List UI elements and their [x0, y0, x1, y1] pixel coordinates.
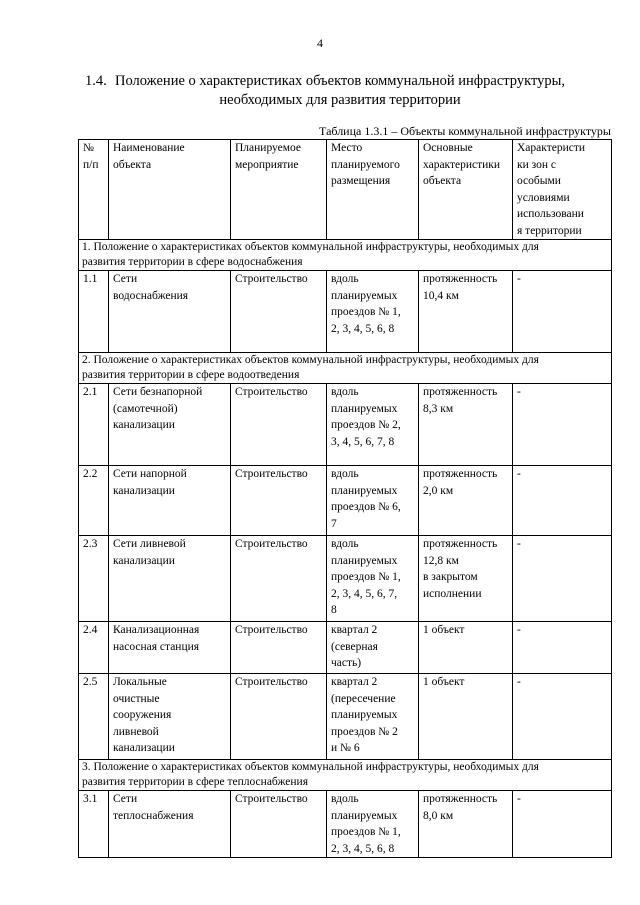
header-line: особыми — [517, 175, 561, 187]
cell-zones-line: - — [517, 273, 521, 285]
section-heading-line: необходимых для развития территории — [219, 92, 461, 108]
header-line: объекта — [423, 175, 462, 187]
table-row — [79, 791, 612, 858]
cell-name-line: Сети напорной — [113, 468, 187, 480]
header-line: объекта — [113, 158, 152, 171]
section-title-line: 3. Положение о характеристиках объектов коммунальной инфраструктуры, необходимых для — [82, 761, 539, 773]
section-title-line: 1. Положение о характеристиках объектов коммунальной инфраструктуры, необходимых для — [82, 241, 539, 253]
cell-name-line: канализации — [113, 554, 175, 567]
cell-specs — [419, 791, 513, 858]
cell-location-line: вдоль — [331, 468, 359, 480]
cell-activity-line: Строительство — [235, 676, 308, 688]
cell-specs-line: 12,8 км — [423, 554, 459, 567]
cell-name — [109, 384, 231, 466]
cell-num — [79, 271, 109, 353]
cell-activity-line: Строительство — [235, 386, 308, 398]
cell-name — [109, 536, 231, 622]
cell-activity-line: Строительство — [235, 468, 308, 480]
section-row — [79, 760, 612, 791]
cell-activity-line: Строительство — [235, 624, 308, 636]
cell-activity — [231, 466, 327, 536]
cell-name-line: канализации — [113, 742, 175, 754]
cell-specs-line: в закрытом — [423, 571, 478, 583]
header-line: планируемого — [331, 158, 400, 171]
cell-num — [79, 466, 109, 536]
cell-specs-line: 8,3 км — [423, 402, 454, 415]
cell-location-line: 3, 4, 5, 6, 7, 8 — [331, 435, 395, 448]
header-line: № — [83, 142, 94, 154]
cell-location — [327, 271, 419, 353]
header-line: Наименование — [113, 142, 185, 154]
cell-zones-line: - — [517, 386, 521, 398]
cell-location-line: планируемых — [331, 554, 398, 567]
cell-location — [327, 622, 419, 674]
cell-activity — [231, 674, 327, 760]
cell-name-line: канализации — [113, 484, 175, 497]
table-row — [79, 536, 612, 622]
cell-num — [79, 384, 109, 466]
cell-zones — [513, 674, 612, 760]
cell-num — [79, 674, 109, 760]
cell-location-line: вдоль — [331, 793, 359, 805]
table-row — [79, 674, 612, 760]
cell-zones — [513, 384, 612, 466]
cell-num-line: 1.1 — [83, 273, 98, 285]
cell-specs-line: 2,0 км — [423, 484, 454, 497]
cell-specs-line: исполнении — [423, 587, 482, 600]
cell-activity — [231, 384, 327, 466]
cell-location-line: проездов № 1, — [331, 571, 401, 583]
cell-location-line: планируемых — [331, 289, 398, 302]
cell-location-line: квартал 2 — [331, 624, 378, 636]
cell-location-line: вдоль — [331, 538, 359, 550]
cell-name-line: теплоснабжения — [113, 809, 194, 822]
cell-specs — [419, 674, 513, 760]
cell-num-line: 3.1 — [83, 793, 98, 805]
cell-location-line: вдоль — [331, 273, 359, 285]
cell-location-line: 7 — [331, 517, 337, 530]
cell-name — [109, 674, 231, 760]
section-title-line: развития территории в сфере теплоснабжения — [82, 776, 308, 788]
header-line: Характеристи — [517, 142, 586, 154]
section-title-line: развития территории в сфере водоотведения — [82, 369, 300, 381]
cell-name-line: Сети ливневой — [113, 538, 186, 550]
cell-zones-line: - — [517, 624, 521, 636]
cell-name — [109, 466, 231, 536]
cell-name-line: насосная станция — [113, 640, 200, 653]
section-heading-number: 1.4. — [85, 73, 107, 89]
table-caption: Таблица 1.3.1 – Объекты коммунальной инфраструктуры — [319, 124, 611, 138]
section-title — [79, 240, 612, 271]
cell-location-line: проездов № 2, — [331, 419, 401, 431]
header-line: характеристики — [423, 158, 501, 171]
cell-location-line: квартал 2 — [331, 676, 378, 688]
cell-location-line: проездов № 6, — [331, 501, 401, 513]
section-title — [79, 760, 612, 791]
cell-activity — [231, 536, 327, 622]
cell-location — [327, 674, 419, 760]
cell-num-line: 2.5 — [83, 676, 98, 688]
cell-specs-line: 1 объект — [423, 624, 465, 636]
header-zones — [513, 140, 612, 240]
header-line: мероприятие — [235, 158, 299, 171]
cell-name-line: Сети — [113, 273, 138, 285]
cell-specs-line: 1 объект — [423, 676, 465, 688]
cell-zones-line: - — [517, 793, 521, 805]
header-activity — [231, 140, 327, 240]
cell-name-line: ливневой — [113, 725, 159, 738]
cell-name-line: канализации — [113, 419, 175, 431]
cell-location-line: часть) — [331, 657, 362, 669]
cell-activity — [231, 622, 327, 674]
header-line: Основные — [423, 142, 473, 154]
cell-num — [79, 791, 109, 858]
cell-num-line: 2.4 — [83, 624, 98, 636]
cell-location-line: вдоль — [331, 386, 359, 398]
cell-num-line: 2.3 — [83, 538, 98, 550]
cell-activity-line: Строительство — [235, 793, 308, 805]
cell-specs-line: 8,0 км — [423, 809, 454, 822]
cell-name — [109, 791, 231, 858]
header-location — [327, 140, 419, 240]
cell-name-line: сооружения — [113, 709, 172, 721]
cell-activity-line: Строительство — [235, 538, 308, 550]
cell-name-line: (самотечной) — [113, 402, 178, 415]
cell-activity — [231, 271, 327, 353]
header-line: использовани — [517, 208, 584, 220]
cell-location-line: планируемых — [331, 709, 398, 721]
cell-location-line: (северная — [331, 640, 378, 653]
header-line: я территории — [517, 224, 582, 237]
header-line: п/п — [83, 158, 99, 171]
section-title-line: 2. Положение о характеристиках объектов коммунальной инфраструктуры, необходимых для — [82, 354, 539, 366]
cell-name-line: Локальные — [113, 676, 167, 688]
cell-num — [79, 536, 109, 622]
cell-specs — [419, 536, 513, 622]
cell-name-line: Канализационная — [113, 624, 200, 636]
cell-specs-line: протяженность — [423, 793, 498, 805]
cell-location — [327, 466, 419, 536]
cell-zones — [513, 536, 612, 622]
cell-specs-line: протяженность — [423, 538, 498, 550]
cell-location-line: и № 6 — [331, 742, 360, 754]
section-heading — [70, 72, 610, 110]
cell-name-line: очистные — [113, 692, 160, 705]
cell-zones-line: - — [517, 538, 521, 550]
cell-specs — [419, 622, 513, 674]
cell-location-line: планируемых — [331, 809, 398, 822]
section-row — [79, 240, 612, 271]
header-line: Место — [331, 142, 363, 154]
cell-num — [79, 622, 109, 674]
cell-zones — [513, 466, 612, 536]
header-line: ки зон с — [517, 158, 556, 171]
header-line: условиями — [517, 191, 570, 204]
header-specs — [419, 140, 513, 240]
cell-activity-line: Строительство — [235, 273, 308, 285]
cell-zones — [513, 271, 612, 353]
cell-location-line: планируемых — [331, 484, 398, 497]
cell-specs — [419, 466, 513, 536]
cell-specs-line: протяженность — [423, 468, 498, 480]
cell-name — [109, 271, 231, 353]
table-row — [79, 384, 612, 466]
table-header-row — [79, 140, 612, 240]
cell-location-line: проездов № 2 — [331, 725, 398, 738]
section-title-line: развития территории в сфере водоснабжения — [82, 256, 303, 268]
cell-zones — [513, 622, 612, 674]
cell-zones-line: - — [517, 676, 521, 688]
cell-activity — [231, 791, 327, 858]
cell-location — [327, 384, 419, 466]
header-num — [79, 140, 109, 240]
table-row — [79, 622, 612, 674]
cell-zones — [513, 791, 612, 858]
cell-location — [327, 791, 419, 858]
cell-name-line: Сети — [113, 793, 138, 805]
cell-specs-line: протяженность — [423, 273, 498, 285]
cell-location-line: проездов № 1, — [331, 826, 401, 838]
cell-specs-line: протяженность — [423, 386, 498, 398]
cell-specs — [419, 384, 513, 466]
cell-num-line: 2.1 — [83, 386, 98, 398]
section-title — [79, 353, 612, 384]
page-number: 4 — [317, 36, 323, 50]
cell-location-line: 8 — [331, 604, 337, 616]
cell-specs — [419, 271, 513, 353]
cell-specs-line: 10,4 км — [423, 289, 459, 302]
cell-location-line: 2, 3, 4, 5, 6, 8 — [331, 322, 395, 335]
header-line: Планируемое — [235, 142, 302, 154]
infrastructure-table — [78, 139, 612, 858]
cell-location-line: планируемых — [331, 402, 398, 415]
cell-location-line: 2, 3, 4, 5, 6, 8 — [331, 842, 395, 855]
cell-name — [109, 622, 231, 674]
cell-location — [327, 536, 419, 622]
table-row — [79, 271, 612, 353]
cell-location-line: 2, 3, 4, 5, 6, 7, — [331, 587, 398, 600]
cell-location-line: (пересечение — [331, 692, 396, 705]
header-name — [109, 140, 231, 240]
section-heading-line: Положение о характеристиках объектов коммунальной инфраструктуры, — [115, 73, 565, 89]
cell-num-line: 2.2 — [83, 468, 98, 480]
cell-name-line: Сети безнапорной — [113, 386, 203, 398]
cell-location-line: проездов № 1, — [331, 306, 401, 318]
header-line: размещения — [331, 175, 391, 187]
table-row — [79, 466, 612, 536]
cell-zones-line: - — [517, 468, 521, 480]
section-row — [79, 353, 612, 384]
cell-name-line: водоснабжения — [113, 289, 189, 302]
